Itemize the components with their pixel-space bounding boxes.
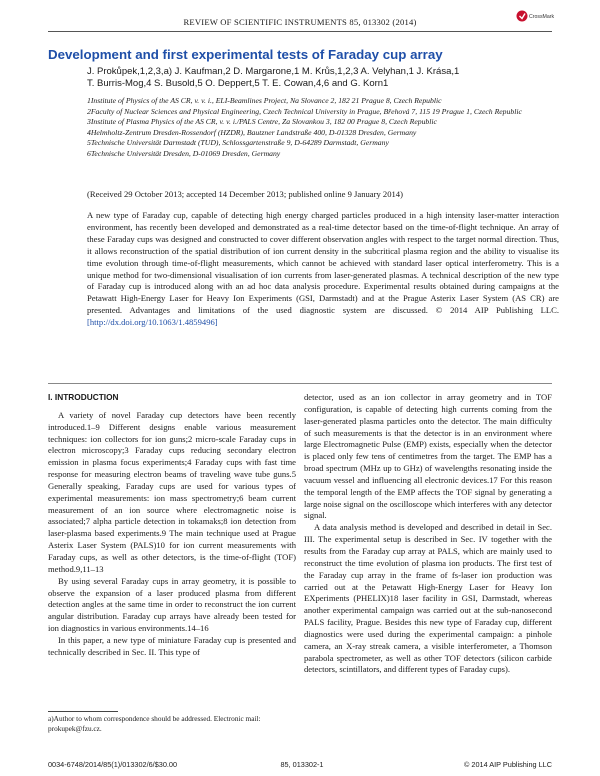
abstract-text: A new type of Faraday cup, capable of detecting high energy charged particles produced in a high intensity laser-matter interaction environment, has recently been developed and demonstrated as a real-time detector based on the time-of-flight technique. An array of these Faraday cups was designed and constructed to cover different observation angles with respect to the target normal direction. Thus, it allows reconstruction of the spatial distribution of ion current density in the subcritical plasma region and the ability to visualise its time evolution through time-of-flight measurements, which cannot be achieved with standard laser optical interferometry. This is a unique method for two-dimensional visualisation of ion currents from laser-generated plasmas. A technical description of the new type of Faraday cup is introduced along with an ad hoc data analysis procedure. Experimental results obtained during campaigns at the Petawatt High-Energy Laser for Heavy Ion Experiments (GSI, Darmstadt) and at the Prague Asterix Laser System (AS CR) are presented. Advantages and limitations of the used diagnostic system are discussed. © 2014 AIP Publishing LLC. — [87, 210, 559, 316]
doi-link[interactable]: [http://dx.doi.org/10.1063/1.4859496] — [87, 317, 218, 328]
affiliation: 5Technische Universität Darmstadt (TUD), Schlossgartenstraße 9, D-64289 Darmstadt, Germany — [87, 138, 389, 147]
footnote: a)Author to whom correspondence should be addressed. Electronic mail: prokupek@fzu.cz. — [48, 714, 261, 733]
received-dates: (Received 29 October 2013; accepted 14 December 2013; published online 9 January 2014) — [87, 189, 403, 199]
svg-text:CrossMark: CrossMark — [529, 14, 555, 20]
body-column-left — [48, 392, 296, 659]
affiliation: 6Technische Universität Dresden, D-01069 Dresden, Germany — [87, 148, 281, 158]
crossmark-circle-icon — [517, 11, 528, 22]
paragraph: A data analysis method is developed and described in detail in Sec. III. The experimental setup is described in Sec. IV together with the results from the Faraday cup array at PALS, which are mainly used to reconstruct the time evolution of plasma ion products. The first test of the Faraday cup array in the frame of fs-laser ion production was carried out at the Petawatt High-Energy Laser for Heavy Ion EXperiments (PHELIX)18 laser facility in GSI, Darmstadt, whereas another experimental campaign was carried out at the sub-nanosecond PALS facility, Prague. Besides this new type of Faraday cup, different diagnostics were used during the experimental campaign: a pinhole camera, an X-ray streak camera, a visible interferometer, a Thomson parabola spectrometer, as well as other TOF detectors (silicon carbide detectors, scintillators, and different types of Faraday cups). — [304, 522, 552, 675]
footer-issn: 0034-6748/2014/85(1)/013302/6/$30.00 — [48, 760, 178, 769]
authors-line-2: T. Burris-Mog,4 S. Busold,5 O. Deppert,5 T. E. Cowan,4,6 and G. Korn1 — [87, 78, 389, 90]
footnote-rule — [48, 711, 118, 712]
affiliation: 2Faculty of Nuclear Sciences and Physical Engineering, Czech Technical University in Prague, Břehová 7, 115 19 Prague 1, Czech Republic — [87, 106, 522, 116]
author-list — [87, 66, 557, 90]
body-column-right — [304, 392, 552, 676]
abstract — [87, 210, 559, 329]
affiliation: 4Helmholtz-Zentrum Dresden-Rossendorf (HZDR), Bautzner Landstraße 400, D-01328 Dresden, Germany — [87, 127, 417, 137]
paragraph: detector, used as an ion collector in array geometry and in TOF configuration, is capable of detecting high currents coming from the laser-generated plasma particles onto the detector. The main difficulty of such measurements is that the detector is in an environment where large Electromagnetic Pulse (EMP) exists, especially when the detector is placed only few tens of centimetres from the target. The EMP has a broad spectrum (MHz up to GHz) of wavelengths resonating inside the vacuum vessel and influencing all electronic devices.17 For this reason the temporal length of the EMP affects the TOF signal by generating a large noise signal on the oscilloscope which interferes with any detector signal. — [304, 392, 552, 521]
paragraph: A variety of novel Faraday cup detectors have been recently introduced.1–9 Different designs enable various measurement techniques: ion collectors for ion guns;2 micro-scale Faraday cups in electron microscopy;3 Faraday cups reducing secondary electron emission in plasma focus experiments;4 Faraday cups with fast time response for measuring electron beams of traveling wave tube guns.5 Generally speaking, Faraday cups are used for various types of experimental measurements: ion mass spectrometry;6 beam current measurement of an ion source where electromagnetic noise is associated;7 alpha particle detection in tokamaks;8 ion detection from laser-plasma based experiments.9 The main technique used at Prague Asterix Laser System (PALS)10 for ion current measurements with Faraday cups, as well as other detectors, is the time-of-flight (TOF) method.9,11–13 — [48, 409, 296, 574]
affiliation: 1Institute of Physics of the AS CR, v. v. i., ELI-Beamlines Project, Na Slovance 2, 182 21 Prague 8, Czech Republic — [87, 96, 442, 105]
crossmark-logo[interactable] — [516, 8, 556, 24]
affiliations — [87, 96, 557, 159]
header-rule — [48, 31, 552, 32]
paper-title: Development and first experimental tests of Faraday cup array — [48, 47, 443, 62]
footer-page-number: 85, 013302-1 — [280, 760, 324, 769]
footer-copyright: © 2014 AIP Publishing LLC — [463, 760, 552, 769]
authors-line-1: J. Prokůpek,1,2,3,a) J. Kaufman,2 D. Margarone,1 M. Krůs,1,2,3 A. Velyhan,1 J. Krása,1 — [87, 66, 460, 77]
paragraph: In this paper, a new type of miniature Faraday cup is presented and technically described in Sec. II. This type of — [48, 634, 296, 657]
section-heading: I. INTRODUCTION — [48, 392, 119, 402]
paragraph: By using several Faraday cups in array geometry, it is possible to observe the expansion of a laser produced plasma from different detection angles at the same time in order to reconstruct the ion current angular distribution. Faraday cup arrays have already been tested for ion diagnostics in various environments.14–16 — [48, 575, 296, 634]
section-rule — [48, 383, 552, 384]
affiliation: 3Institute of Plasma Physics of the AS CR, v. v. i./PALS Centre, Za Slovankou 3, 182 00 Prague 8, Czech Republic — [87, 117, 437, 126]
journal-running-header: REVIEW OF SCIENTIFIC INSTRUMENTS 85, 013302 (2014) — [183, 17, 417, 27]
